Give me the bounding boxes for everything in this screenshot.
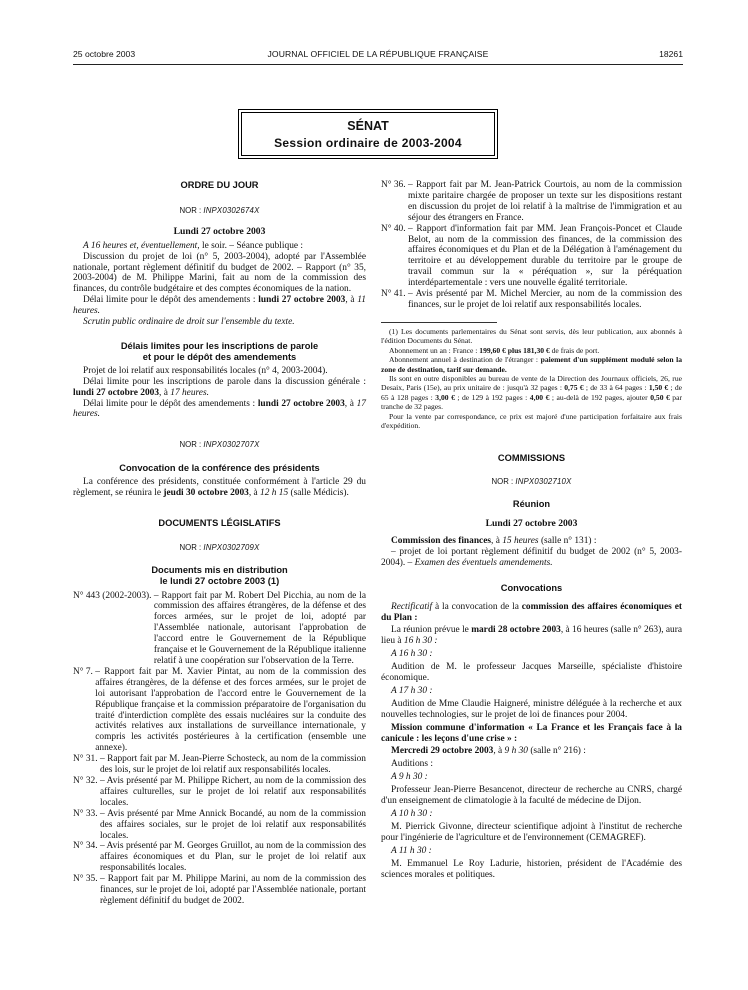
time-label: A 11 h 30 : (391, 845, 432, 856)
document-description: – Rapport d'information fait par MM. Jean François-Poncet et Claude Belot, au nom de la commission des finances, de la commission des affaires économiques et du Plan et de la Délégation à l'aménagement du territoire et au développement durable du territoire par le groupe de travail commun sur la « péréquation », sur la péréquation interdépartementale : vers une nouvelle égalité territoriale. (407, 223, 682, 289)
nor-line: NOR : INPX0302674X (179, 205, 260, 215)
nor-code: INPX0302707X (203, 440, 260, 450)
audition: Professeur Jean-Pierre Besancenot, directeur de recherche au CNRS, chargé d'un enseignement de climatologie à la faculté de médecine de Dijon. (381, 785, 682, 807)
nor-line: NOR : INPX0302709X (179, 542, 260, 552)
document-number: N° 7. (73, 666, 96, 677)
document-number: N° 32. (73, 775, 100, 786)
conference-text: La conférence des présidents, constituée conformément à l'article 29 du règlement, se réunira le jeudi 30 octobre 2003, à 12 h 15 (salle Médicis). (73, 477, 366, 499)
commissions-date: Lundi 27 octobre 2003 (485, 518, 578, 530)
nor-code: INPX0302709X (203, 542, 260, 552)
time-label: A 17 h 30 : (391, 685, 433, 696)
document-description: – Avis présenté par M. Michel Mercier, au nom de la commission des finances, sur le projet de loi relatif aux responsabilités locales. (407, 289, 682, 310)
title-session: Session ordinaire de 2003-2004 (274, 136, 462, 150)
footnote-abonnement: Abonnement un an : France : 199,60 € plus 181,30 € de frais de port. (389, 345, 600, 355)
document-item (381, 289, 682, 311)
header-journal-title: JOURNAL OFFICIEL DE LA RÉPUBLIQUE FRANÇAISE (267, 49, 489, 59)
nor-line: NOR : INPX0302710X (491, 477, 572, 487)
time-label: A 10 h 30 : (391, 809, 433, 819)
footnote-text: (1) Les documents parlementaires du Sénat sont servis, dès leur publication, aux abonnés à l'édition Documents du Sénat. (381, 326, 682, 346)
document-description: – Avis présenté par M. Georges Gruillot, au nom de la commission des affaires économiques et du Plan, sur le projet de loi relatif aux responsabilités locales. (99, 841, 366, 874)
document-number: N° 36. (381, 180, 408, 190)
documents-list-continued (381, 180, 682, 311)
header-date: 25 octobre 2003 (73, 49, 136, 59)
conference-heading: Convocation de la conférence des présidents (119, 463, 320, 474)
left-column (73, 180, 366, 907)
document-number: N° 33. (73, 808, 100, 819)
footnote-rule (381, 322, 497, 323)
document-item (73, 776, 366, 809)
delais-heading: Délais limites pour les inscriptions de parole et pour le dépôt des amendements (120, 340, 319, 362)
commission-finances: Commission des finances, à 15 heures (salle n° 131) : (391, 535, 597, 546)
audition: Audition de M. le professeur Jacques Marseille, spécialiste d'histoire économique. (381, 662, 682, 684)
reunion-prevue: La réunion prévue le mardi 28 octobre 2003, à 16 heures (salle n° 263), aura lieu à 16 h 30 : (381, 625, 683, 647)
delais-projet: Projet de loi relatif aux responsabilités locales (n° 4, 2003-2004). (83, 365, 328, 376)
title-senat: SÉNAT (347, 119, 389, 133)
document-number: N° 41. (381, 289, 408, 300)
document-description: – Avis présenté par M. Philippe Richert, au nom de la commission des affaires culturelles, sur le projet de loi relatif aux responsabilités locales. (99, 775, 366, 808)
right-column (381, 180, 682, 880)
reunion-heading: Réunion (512, 499, 551, 510)
document-description: – Rapport fait par M. Philippe Marini, au nom de la commission des finances, sur le projet de loi, adopté par l'Assemblée nationale, portant règlement définitif du budget de 2002. (99, 874, 366, 906)
convocations-heading: Convocations (500, 582, 563, 593)
document-item (381, 180, 682, 224)
document-number: N° 34. (73, 841, 100, 852)
document-item (381, 224, 682, 289)
ordre-date: Lundi 27 octobre 2003 (173, 225, 266, 237)
footnote-etranger: Abonnement annuel à destination de l'étranger : paiement d'un supplément modulé selon la zone de destination, tarif sur demande. (381, 355, 683, 374)
auditions-label: Auditions : (391, 759, 433, 770)
commissions-heading: COMMISSIONS (497, 453, 566, 464)
document-item (73, 667, 366, 754)
document-item (73, 841, 366, 874)
document-number: N° 443 (2002-2003). (73, 590, 154, 601)
time-label: A 9 h 30 : (391, 772, 428, 783)
document-item (73, 591, 366, 667)
time-label: A 16 h 30 : (391, 649, 433, 660)
documents-list (73, 591, 366, 907)
ordre-delai: Délai limite pour le dépôt des amendements : lundi 27 octobre 2003, à 11 heures. (73, 295, 366, 317)
document-number: N° 40. (381, 223, 408, 234)
document-item (73, 809, 366, 842)
audition: M. Emmanuel Le Roy Ladurie, historien, président de l'Académie des sciences morales et politiques. (381, 858, 682, 880)
document-number: N° 31. (73, 754, 100, 765)
delais-parole: Délai limite pour les inscriptions de parole dans la discussion générale : lundi 27 octobre 2003, à 17 heures. (73, 376, 366, 398)
nor-code: INPX0302674X (203, 205, 260, 215)
footnote (381, 322, 682, 430)
mercredi-date: Mercredi 29 octobre 2003, à 9 h 30 (salle n° 216) : (391, 746, 586, 757)
document-description: – Rapport fait par M. Robert Del Picchia, au nom de la commission des affaires étrangères, de la défense et des forces armées, sur le projet de loi, adopté par l'Assemblée nationale, autorisant l'approbation de l'accord entre le Gouvernement de la République française et le Gouvernement de la République italienne relatif à une coopération sur l'observation de la Terre. (153, 590, 366, 666)
document-number: N° 35. (73, 874, 100, 885)
header-page-number: 18261 (659, 49, 683, 59)
documents-subheading: Documents mis en distribution le lundi 27 octobre 2003 (1) (151, 564, 288, 586)
document-description: – Rapport fait par M. Jean-Patrick Courtois, au nom de la commission mixte paritaire chargée de proposer un texte sur les dispositions restant en discussion du projet de loi relatif à la maîtrise de l'immigration et au séjour des étrangers en France. (407, 180, 682, 223)
running-header (73, 49, 683, 63)
ordre-seance: A 16 heures et, éventuellement, le soir. – Séance publique : (83, 240, 303, 251)
audition: Audition de Mme Claudie Haigneré, ministre déléguée à la recherche et aux nouvelles technologies, sur le projet de loi de finances pour 2004. (381, 698, 682, 720)
commission-projet: – projet de loi portant règlement définitif du budget de 2002 (n° 5, 2003-2004). – Examen des éventuels amendements. (381, 546, 682, 568)
footnote-correspondance: Pour la vente par correspondance, ce prix est majoré d'une participation forfaitaire aux frais d'expédition. (381, 411, 682, 430)
document-item (73, 874, 366, 907)
footnote-prix: Ils sont en outre disponibles au bureau de vente de la Direction des Journaux officiels, 26, rue Desaix, Paris (15e), au prix unitaire de : jusqu'à 32 pages : 0,75 € ; de 33 à 64 pages : 1,50 € ; de 65 à 128 pages : 3,00 € ; de 129 à 192 pages : 4,00 € ; au-delà de 192 pages, ajouter 0,50 € par tranche de 32 pages. (381, 373, 683, 412)
mission-commune: Mission commune d'information « La France et les Français face à la canicule : les leçons d'une crise » : (381, 722, 682, 744)
rectificatif: Rectificatif à la convocation de la commission des affaires économiques et du Plan : (381, 601, 682, 623)
title-box (241, 112, 495, 156)
nor-line: NOR : INPX0302707X (179, 440, 260, 450)
document-description: – Avis présenté par Mme Annick Bocandé, au nom de la commission des affaires sociales, sur le projet de loi relatif aux responsabilités locales. (99, 808, 366, 841)
delais-amendements: Délai limite pour le dépôt des amendements : lundi 27 octobre 2003, à 17 heures. (73, 398, 366, 420)
document-description: – Rapport fait par M. Xavier Pintat, au nom de la commission des affaires étrangères, de la défense et des forces armées, sur le projet de loi autorisant l'approbation de l'accord entre le Gouvernement de la République française et la commission préparatoire de l'organisation du traité d'interdiction complète des essais nucléaires sur la conduite des activités relatives aux installations de surveillance internationale, y compris les activités postérieures à la certification (ensemble une annexe). (95, 666, 366, 754)
ordre-discussion: Discussion du projet de loi (n° 5, 2003-2004), adopté par l'Assemblée nationale, portant règlement définitif du budget de 2002. – Rapport (n° 35, 2003-2004) de M. Philippe Marini, fait au nom de la commission des finances, du contrôle budgétaire et des comptes économiques de la nation. (73, 251, 366, 295)
nor-code: INPX0302710X (515, 477, 572, 487)
ordre-du-jour-heading: ORDRE DU JOUR (180, 180, 259, 190)
document-item (73, 754, 366, 776)
document-description: – Rapport fait par M. Jean-Pierre Schosteck, au nom de la commission des lois, sur le projet de loi relatif aux responsabilités locales. (99, 754, 366, 776)
ordre-scrutin: Scrutin public ordinaire de droit sur l'ensemble du texte. (83, 317, 295, 328)
documents-heading: DOCUMENTS LÉGISLATIFS (158, 517, 281, 528)
audition: M. Pierrick Givonne, directeur scientifique adjoint à l'institut de recherche pour l'ingénierie de l'agriculture et de l'environnement (CEMAGREF). (381, 821, 682, 843)
header-rule (73, 64, 683, 65)
